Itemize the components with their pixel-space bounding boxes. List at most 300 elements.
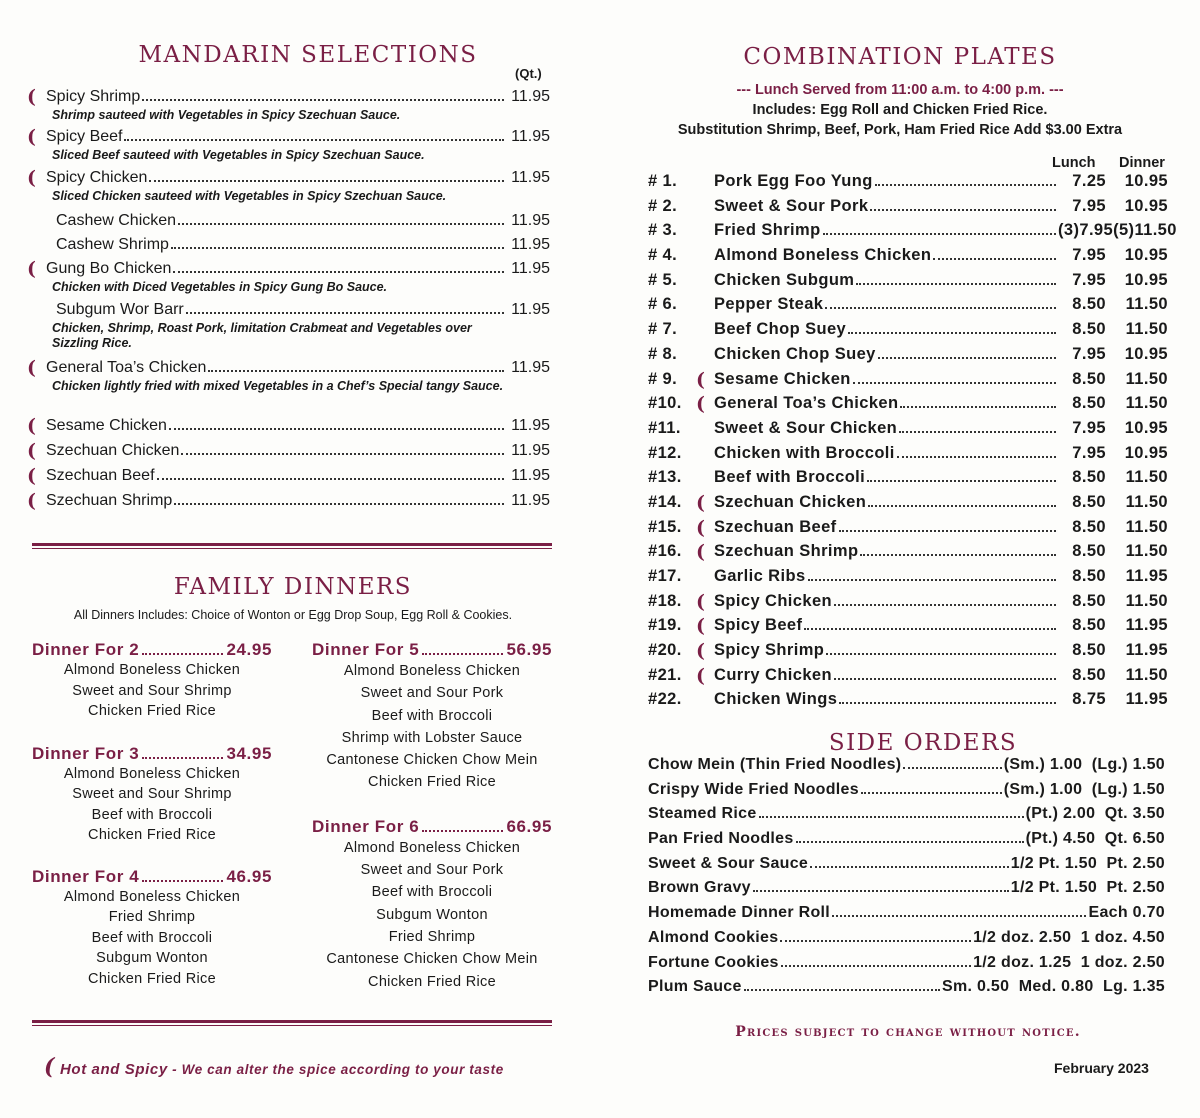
dinner-price: 10.95 (1124, 246, 1168, 265)
dinner-block (32, 640, 272, 722)
side-price: (Pt.) 2.00 Qt. 3.50 (1025, 805, 1165, 823)
menu-item (28, 417, 550, 437)
dinner-item: Fried Shrimp (108, 909, 196, 925)
combo-row (648, 370, 1168, 395)
side-name: Steamed Rice (648, 805, 757, 823)
combo-name: Spicy Beef (714, 616, 803, 635)
item-description: Sliced Chicken sauteed with Vegetables in Spicy Szechuan Sauce. (52, 189, 447, 203)
family-intro: All Dinners Includes: Choice of Wonton or Egg Drop Soup, Egg Roll & Cookies. (73, 608, 513, 622)
menu-item (28, 301, 550, 351)
dot-leader (781, 965, 971, 967)
combo-name: Sweet & Sour Chicken (714, 418, 898, 437)
combo-number: # 1. (648, 172, 678, 190)
combo-number: # 9. (648, 369, 678, 388)
dinner-block (312, 817, 552, 993)
dot-leader (834, 604, 1056, 606)
dinner-label: Dinner For 4 (32, 866, 140, 886)
dinner-price: 11.50 (1125, 542, 1168, 561)
combo-name-wrap (714, 246, 1058, 265)
dot-leader (142, 653, 223, 655)
item-price: 11.95 (511, 260, 550, 277)
combo-name: Spicy Shrimp (714, 641, 825, 660)
dinner-heading (32, 744, 272, 764)
lunch-price: 8.50 (1072, 295, 1106, 314)
dinner-item: Beef with Broccoli (371, 707, 493, 724)
chili-pepper-icon: ( (27, 258, 36, 280)
combo-name: Chicken with Broccoli (714, 443, 895, 462)
item-row (46, 492, 550, 512)
dinner-block (32, 744, 272, 846)
combo-row (648, 616, 1168, 641)
dinner-heading (312, 640, 552, 660)
dinner-item: Subgum Wonton (376, 906, 488, 923)
combo-name: Beef with Broccoli (714, 468, 866, 487)
dot-leader (124, 139, 504, 141)
combo-row (648, 320, 1168, 345)
combo-row (648, 518, 1168, 543)
lunch-price: 8.75 (1072, 690, 1106, 709)
lunch-price: 8.50 (1072, 567, 1106, 585)
lunch-price: 8.50 (1072, 394, 1106, 413)
combo-row (648, 690, 1168, 715)
chili-pepper-icon: ( (27, 415, 36, 437)
item-price: 11.95 (511, 236, 550, 253)
combo-name-wrap (714, 172, 1058, 191)
menu-item (28, 467, 550, 487)
item-row (56, 212, 550, 232)
combo-number: #22. (648, 690, 682, 709)
dot-leader (899, 431, 1056, 433)
combo-number: # 2. (648, 196, 678, 215)
item-name: Spicy Chicken (46, 169, 148, 186)
dinner-item: Chicken Fried Rice (88, 970, 216, 987)
dinner-price: 34.95 (226, 743, 272, 763)
dot-leader (808, 579, 1056, 581)
combo-number: #11. (648, 418, 681, 437)
chili-pepper-icon: ( (696, 640, 706, 663)
lunch-hours: --- Lunch Served from 11:00 a.m. to 4:00 p.m. --- (736, 82, 1064, 98)
dot-leader (825, 307, 1056, 309)
dinner-price: 10.95 (1124, 172, 1168, 190)
combo-name: Garlic Ribs (714, 567, 806, 585)
chili-pepper-icon: ( (696, 664, 706, 687)
combo-list (648, 172, 1177, 715)
side-row (648, 756, 1165, 781)
dot-leader (861, 792, 1002, 794)
combo-name-wrap (696, 615, 1058, 638)
dot-leader (875, 184, 1056, 186)
divider (32, 543, 552, 549)
dinner-label: Dinner For 3 (32, 743, 140, 763)
combo-name-wrap (696, 516, 1058, 539)
side-name: Plum Sauce (648, 978, 742, 996)
dot-leader (860, 554, 1056, 556)
lunch-price: 7.95 (1072, 246, 1106, 265)
item-row (56, 301, 550, 321)
combo-number: #12. (648, 443, 682, 462)
dot-leader (856, 283, 1056, 285)
dinner-item: Chicken Fried Rice (368, 774, 496, 791)
combo-row (648, 419, 1168, 444)
menu-item (28, 212, 550, 232)
combo-name: Szechuan Chicken (714, 492, 867, 511)
dinner-item: Beef with Broccoli (371, 884, 493, 901)
dot-leader (208, 370, 504, 372)
chili-pepper-icon: ( (27, 86, 36, 108)
combo-name-wrap (714, 197, 1058, 216)
item-row (46, 417, 550, 437)
dot-leader (868, 505, 1056, 507)
combo-name-wrap (714, 345, 1058, 364)
combo-row (648, 592, 1168, 617)
dinner-price: 10.95 (1124, 418, 1168, 437)
combo-name: Curry Chicken (714, 665, 832, 684)
chili-pepper-icon: ( (27, 126, 36, 148)
combo-name: Sesame Chicken (714, 369, 851, 388)
dot-leader (422, 653, 503, 655)
dinner-item: Chicken Fried Rice (368, 973, 496, 990)
lunch-price: 8.50 (1072, 320, 1106, 339)
item-name: Cashew Chicken (56, 212, 177, 229)
item-price: 11.95 (511, 417, 550, 434)
item-price: 11.95 (511, 359, 550, 376)
dot-leader (853, 382, 1056, 384)
menu-item (28, 492, 550, 512)
item-description: Chicken lightly fried with mixed Vegetables in a Chef’s Special tangy Sauce. (52, 379, 504, 393)
dot-leader (867, 480, 1056, 482)
dinner-item: Cantonese Chicken Chow Mein (326, 951, 538, 968)
combo-name: General Toa’s Chicken (714, 394, 899, 413)
dinner-item: Beef with Broccoli (91, 806, 213, 823)
combo-name: Chicken Subgum (714, 270, 855, 289)
side-price: (Sm.) 1.00 (Lg.) 1.50 (1003, 780, 1165, 798)
combo-name-wrap (714, 419, 1058, 438)
side-price: 1/2 doz. 2.50 1 doz. 4.50 (973, 928, 1165, 946)
combo-row (648, 666, 1168, 691)
item-name: General Toa’s Chicken (46, 359, 207, 376)
dot-leader (903, 767, 1001, 769)
quart-label: (Qt.) (515, 66, 542, 81)
dinner-heading (32, 867, 272, 887)
dinner-item: Fried Shrimp (388, 928, 476, 945)
dinner-price: 11.50 (1125, 468, 1168, 487)
chili-pepper-icon: ( (696, 368, 706, 391)
dinner-item: Sweet and Sour Pork (360, 862, 504, 879)
lunch-price: 8.50 (1072, 542, 1106, 561)
dinner-item: Sweet and Sour Shrimp (72, 682, 232, 699)
dinner-label: Dinner For 6 (312, 816, 420, 836)
dinner-heading (312, 817, 552, 837)
dinner-price: 11.50 (1125, 492, 1168, 511)
dot-leader (178, 223, 504, 225)
item-row (56, 236, 550, 256)
dot-leader (149, 180, 504, 182)
item-description: Chicken with Diced Vegetables in Spicy Gung Bo Sauce. (52, 280, 388, 294)
combo-number: #20. (648, 641, 682, 660)
combo-substitution: Substitution Shrimp, Beef, Pork, Ham Fried Rice Add $3.00 Extra (677, 122, 1123, 138)
dot-leader (142, 880, 223, 882)
combo-number: #18. (648, 591, 682, 610)
item-row (46, 260, 550, 280)
family-col-right (312, 640, 552, 993)
combo-row (648, 394, 1168, 419)
dot-leader (804, 628, 1056, 630)
price-notice: Prices subject to change without notice. (735, 1024, 1081, 1040)
combo-number: # 4. (648, 246, 678, 265)
combo-name: Chicken Wings (714, 690, 838, 709)
dot-leader (834, 678, 1056, 680)
combo-number: #15. (648, 517, 682, 536)
spicy-footnote (44, 1056, 504, 1078)
combo-name-wrap (696, 393, 1058, 416)
side-price: 1/2 Pt. 1.50 Pt. 2.50 (1010, 854, 1165, 872)
dinner-block (312, 640, 552, 794)
dot-leader (744, 989, 940, 991)
lunch-price: 8.50 (1072, 369, 1106, 388)
item-row (46, 442, 550, 462)
divider (32, 1020, 552, 1026)
dinner-price: 11.50 (1125, 517, 1168, 536)
combo-name-wrap (696, 590, 1058, 613)
menu-item (28, 260, 550, 295)
dinner-price: 11.50 (1125, 295, 1168, 314)
dinner-price: 11.50 (1125, 591, 1168, 610)
combo-row (648, 345, 1168, 370)
chili-pepper-icon: ( (27, 167, 36, 189)
item-price: 11.95 (511, 128, 550, 145)
family-col-left (32, 640, 272, 989)
footnote-label: Hot and Spicy (60, 1061, 168, 1078)
lunch-price: 7.25 (1072, 172, 1106, 190)
dot-leader (796, 841, 1024, 843)
chili-pepper-icon: ( (44, 1054, 56, 1080)
dot-leader (839, 530, 1056, 532)
combo-name: Sweet & Sour Pork (714, 196, 869, 215)
combo-row (648, 493, 1168, 518)
lunch-price: 7.95 (1072, 196, 1106, 215)
combo-title: COMBINATION PLATES (743, 44, 1057, 70)
menu-date: February 2023 (1054, 1060, 1149, 1076)
footnote-text: - We can alter the spice according to your taste (167, 1062, 504, 1077)
combo-name: Pepper Steak (714, 295, 824, 314)
item-name: Spicy Shrimp (46, 88, 141, 105)
chili-pepper-icon: ( (27, 357, 36, 379)
item-name: Subgum Wor Barr (56, 301, 184, 318)
lunch-price: 8.50 (1072, 665, 1106, 684)
item-row (46, 169, 550, 189)
lunch-price: 8.50 (1072, 517, 1106, 536)
dot-leader (826, 653, 1056, 655)
item-price: 11.95 (511, 212, 550, 229)
side-row (648, 855, 1165, 880)
dot-leader (900, 406, 1056, 408)
side-name: Pan Fried Noodles (648, 830, 794, 848)
combo-name: Chicken Chop Suey (714, 344, 876, 363)
side-row (648, 781, 1165, 806)
dinner-price: 11.95 (1125, 616, 1168, 635)
dinner-item: Chicken Fried Rice (88, 827, 216, 843)
lunch-price: 7.95 (1072, 418, 1106, 437)
chili-pepper-icon: ( (696, 516, 706, 539)
dinner-item: Shrimp with Lobster Sauce (341, 729, 523, 746)
chili-pepper-icon: ( (27, 440, 36, 462)
menu-item (28, 359, 550, 394)
chili-pepper-icon: ( (696, 590, 706, 613)
dinner-item: Chicken Fried Rice (88, 703, 216, 719)
combo-name: Szechuan Beef (714, 517, 837, 536)
combo-name-wrap (714, 468, 1058, 487)
dinner-item: Cantonese Chicken Chow Mein (326, 752, 538, 769)
lunch-price: 7.95 (1072, 270, 1106, 289)
combo-number: # 5. (648, 270, 678, 289)
dot-leader (759, 816, 1024, 818)
dinner-item: Sweet and Sour Pork (360, 685, 504, 702)
dinner-item: Almond Boneless Chicken (63, 765, 241, 782)
combo-number: #14. (648, 492, 682, 511)
combo-name-wrap (714, 221, 1058, 240)
combo-name-wrap (714, 295, 1058, 314)
dot-leader (933, 258, 1056, 260)
side-orders-list (648, 756, 1165, 1003)
item-price: 11.95 (511, 492, 550, 509)
combo-row (648, 542, 1168, 567)
combo-row (648, 271, 1168, 296)
lunch-price: 8.50 (1072, 616, 1106, 635)
side-name: Sweet & Sour Sauce (648, 854, 809, 872)
dot-leader (870, 209, 1056, 211)
combo-name: Almond Boneless Chicken (714, 246, 932, 265)
item-description: Sliced Beef sauteed with Vegetables in Spicy Szechuan Sauce. (52, 148, 425, 162)
dinner-price: 11.50 (1125, 665, 1168, 684)
dot-leader (780, 940, 971, 942)
combo-name-wrap (714, 690, 1058, 709)
combo-name-wrap (714, 320, 1058, 339)
chili-pepper-icon: ( (696, 615, 706, 638)
side-row (648, 929, 1165, 954)
combo-row (648, 246, 1168, 271)
combo-name-wrap (696, 368, 1058, 391)
side-orders-title: SIDE ORDERS (828, 730, 1018, 756)
combo-name: Beef Chop Suey (714, 320, 847, 339)
side-row (648, 978, 1165, 1003)
combo-includes: Includes: Egg Roll and Chicken Fried Rice. (752, 102, 1048, 118)
dinner-price: 10.95 (1124, 270, 1168, 289)
combo-name-wrap (696, 541, 1058, 564)
dinner-item: Almond Boneless Chicken (63, 888, 241, 905)
item-row (46, 88, 550, 108)
dinner-label: Dinner For 2 (32, 640, 140, 659)
dinner-price: 10.95 (1124, 196, 1168, 215)
combo-price-special: (3)7.95(5)11.50 (1058, 221, 1177, 240)
menu-item (28, 169, 550, 204)
combo-number: # 6. (648, 295, 678, 314)
dot-leader (832, 915, 1086, 917)
dinner-item: Beef with Broccoli (91, 929, 213, 946)
side-name: Brown Gravy (648, 879, 751, 897)
combo-row (648, 172, 1168, 197)
menu-item (28, 236, 550, 256)
dinner-item: Almond Boneless Chicken (343, 663, 521, 679)
combo-row (648, 468, 1168, 493)
combo-name-wrap (696, 664, 1058, 687)
combo-name: Fried Shrimp (714, 221, 821, 240)
dinner-item: Almond Boneless Chicken (63, 662, 241, 678)
chili-pepper-icon: ( (696, 541, 706, 564)
dinner-price: 24.95 (226, 640, 272, 659)
combo-name-wrap (714, 567, 1058, 586)
dot-leader (173, 271, 504, 273)
dot-leader (422, 830, 503, 832)
combo-name-wrap (714, 271, 1058, 290)
combo-number: # 7. (648, 320, 678, 339)
combo-number: # 3. (648, 221, 678, 240)
side-price: (Sm.) 1.00 (Lg.) 1.50 (1003, 756, 1165, 773)
dot-leader (810, 866, 1009, 868)
dinner-block (32, 867, 272, 990)
dinner-price: 11.95 (1125, 641, 1168, 660)
dinner-price: 46.95 (226, 866, 272, 886)
combo-number: #17. (648, 567, 682, 585)
dot-leader (897, 456, 1056, 458)
lunch-price: 7.95 (1072, 344, 1106, 363)
chili-pepper-icon: ( (696, 393, 706, 416)
lunch-price: 8.50 (1072, 641, 1106, 660)
side-row (648, 879, 1165, 904)
dot-leader (174, 503, 504, 505)
side-name: Chow Mein (Thin Fried Noodles) (648, 756, 902, 773)
dinner-heading (32, 640, 272, 660)
combo-row (648, 444, 1168, 469)
combo-row (648, 295, 1168, 320)
side-price: Sm. 0.50 Med. 0.80 Lg. 1.35 (941, 978, 1165, 996)
menu-item (28, 88, 550, 123)
combo-number: #10. (648, 394, 682, 413)
dinner-price: 10.95 (1124, 443, 1168, 462)
combo-number: #16. (648, 542, 682, 561)
dinner-header: Dinner (1119, 155, 1165, 171)
combo-row (648, 567, 1168, 592)
side-price: 1/2 doz. 1.25 1 doz. 2.50 (973, 953, 1165, 971)
lunch-price: 8.50 (1072, 591, 1106, 610)
side-row (648, 954, 1165, 979)
lunch-header: Lunch (1052, 155, 1096, 171)
combo-name-wrap (696, 491, 1058, 514)
item-row (46, 359, 550, 379)
item-price: 11.95 (511, 467, 550, 484)
dinner-item: Sweet and Sour Shrimp (72, 786, 232, 802)
combo-subtitle (640, 80, 1160, 140)
dinner-item: Subgum Wonton (96, 950, 208, 966)
item-row (46, 128, 550, 148)
dot-leader (878, 357, 1056, 359)
dot-leader (753, 890, 1009, 892)
combo-name-wrap (714, 444, 1058, 463)
chili-pepper-icon: ( (27, 490, 36, 512)
dinner-price: 11.50 (1125, 320, 1168, 339)
side-name: Fortune Cookies (648, 953, 779, 971)
dinner-price: 11.95 (1125, 567, 1168, 585)
side-name: Almond Cookies (648, 928, 779, 946)
item-name: Spicy Beef (46, 128, 123, 145)
dinner-label: Dinner For 5 (312, 640, 420, 659)
dot-leader (142, 757, 223, 759)
combo-row (648, 641, 1168, 666)
side-name: Crispy Wide Fried Noodles (648, 780, 859, 798)
side-name: Homemade Dinner Roll (648, 904, 831, 922)
item-row (46, 467, 550, 487)
combo-name: Pork Egg Foo Yung (714, 172, 873, 190)
dot-leader (157, 478, 504, 480)
